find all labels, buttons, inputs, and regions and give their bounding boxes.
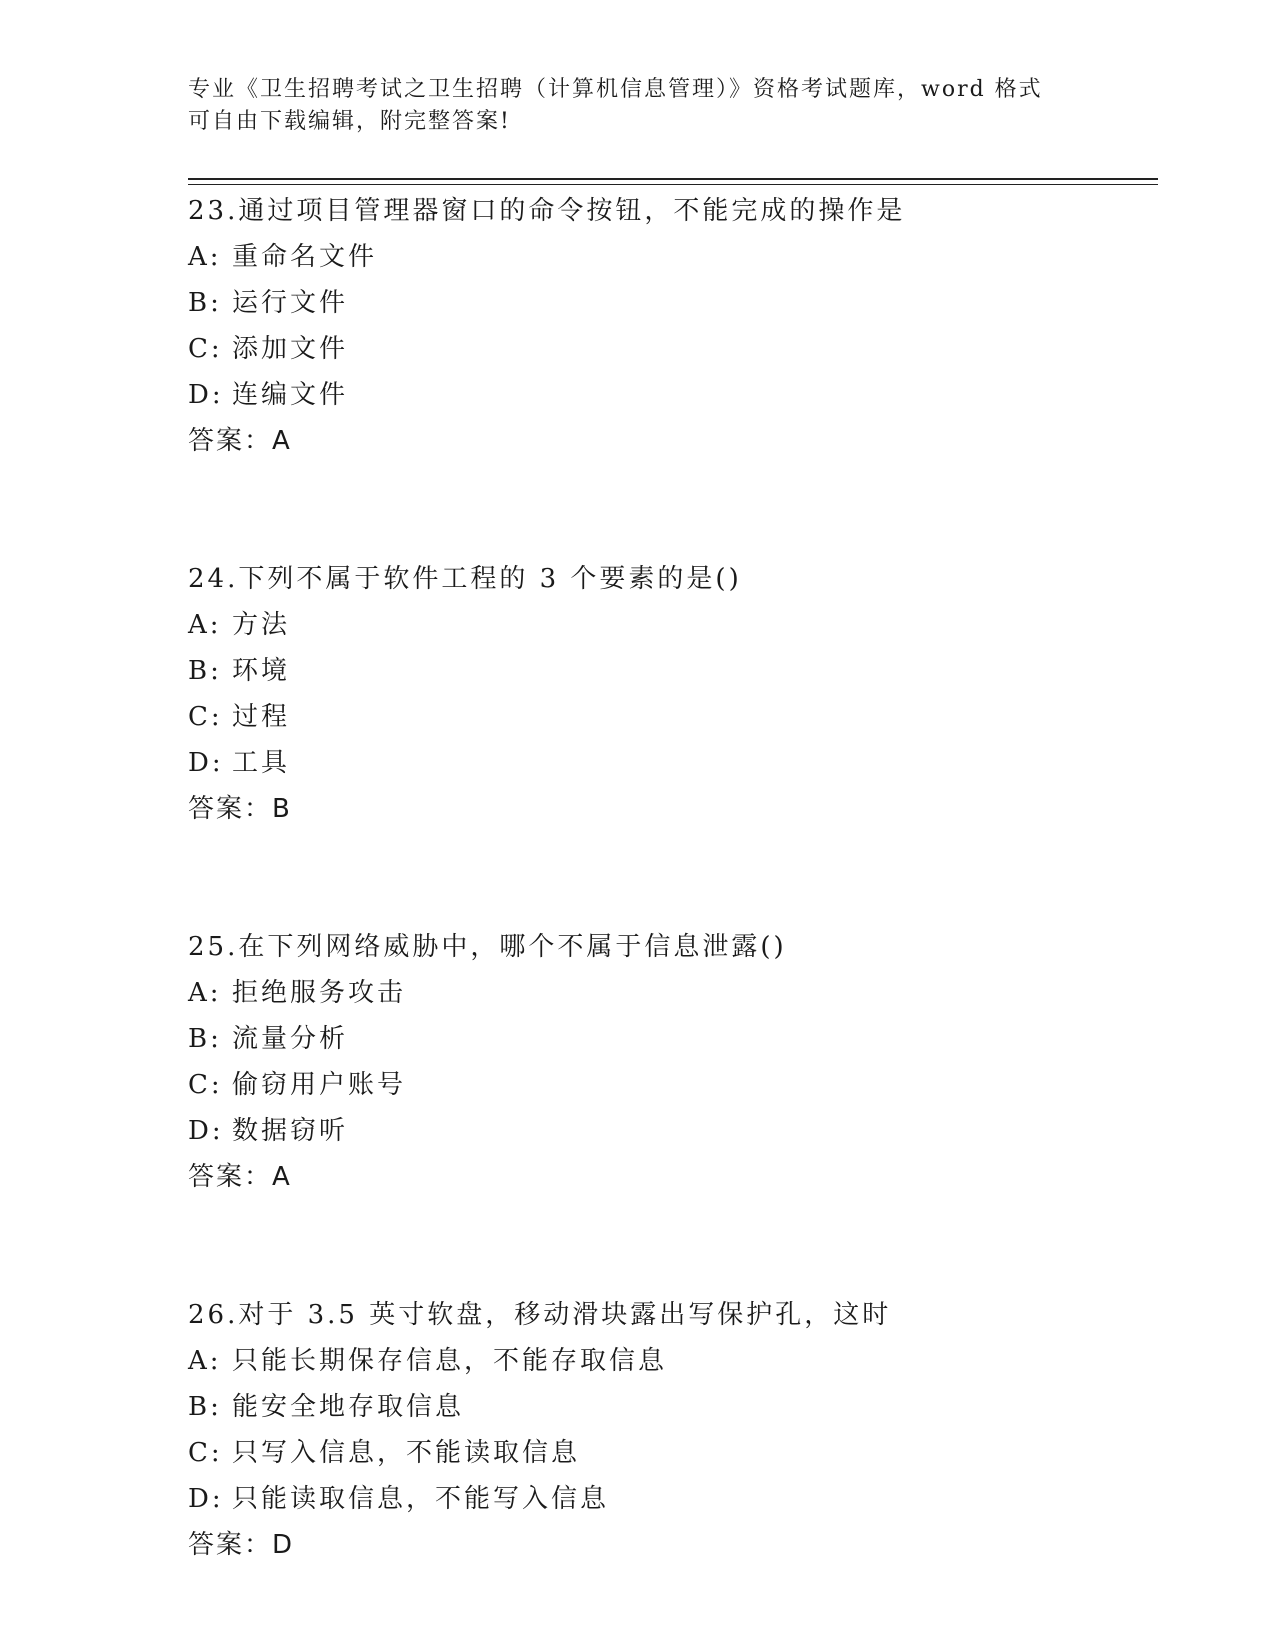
option-letter: D: xyxy=(188,1484,224,1514)
answer-line: 答案：A xyxy=(188,1162,292,1192)
header-line-1: 专业《卫生招聘考试之卫生招聘（计算机信息管理）》资格考试题库，word 格式 xyxy=(188,77,1043,102)
option-a xyxy=(188,602,1158,648)
option-text: 环境 xyxy=(232,656,291,686)
document-header xyxy=(188,74,1088,138)
option-text: 能安全地存取信息 xyxy=(232,1392,465,1422)
option-letter: A: xyxy=(188,1346,222,1376)
option-text: 连编文件 xyxy=(232,380,349,410)
option-letter: D: xyxy=(188,380,224,410)
answer-line: 答案：B xyxy=(188,794,292,824)
option-letter: B: xyxy=(188,1024,222,1054)
divider-rule-top xyxy=(188,178,1158,180)
option-text: 数据窃听 xyxy=(232,1116,349,1146)
question-gap xyxy=(188,1200,1158,1292)
option-d xyxy=(188,740,1158,786)
header-line-2: 可自由下载编辑，附完整答案! xyxy=(188,109,511,134)
question-23 xyxy=(188,188,1158,464)
question-gap xyxy=(188,464,1158,556)
option-d xyxy=(188,1108,1158,1154)
answer-line: 答案：A xyxy=(188,426,292,456)
question-text: 23.通过项目管理器窗口的命令按钮，不能完成的操作是 xyxy=(188,196,906,226)
question-list xyxy=(188,188,1158,1568)
option-a xyxy=(188,970,1158,1016)
option-letter: B: xyxy=(188,288,222,318)
option-text: 偷窃用户账号 xyxy=(232,1070,407,1100)
option-letter: B: xyxy=(188,1392,222,1422)
question-text: 25.在下列网络威胁中，哪个不属于信息泄露() xyxy=(188,932,787,962)
option-text: 只写入信息，不能读取信息 xyxy=(232,1438,581,1468)
option-letter: D: xyxy=(188,1116,224,1146)
option-letter: A: xyxy=(188,242,222,272)
option-text: 拒绝服务攻击 xyxy=(232,978,407,1008)
option-c xyxy=(188,694,1158,740)
question-25 xyxy=(188,924,1158,1200)
option-text: 运行文件 xyxy=(232,288,349,318)
option-d xyxy=(188,1476,1158,1522)
option-a xyxy=(188,1338,1158,1384)
option-letter: C: xyxy=(188,702,223,732)
option-text: 只能读取信息，不能写入信息 xyxy=(232,1484,610,1514)
option-letter: D: xyxy=(188,748,224,778)
option-letter: A: xyxy=(188,610,222,640)
option-b xyxy=(188,280,1158,326)
question-26 xyxy=(188,1292,1158,1568)
divider-rule-bottom xyxy=(188,184,1158,185)
option-letter: C: xyxy=(188,1438,223,1468)
option-text: 过程 xyxy=(232,702,291,732)
option-letter: A: xyxy=(188,978,222,1008)
option-text: 流量分析 xyxy=(232,1024,349,1054)
option-c xyxy=(188,1430,1158,1476)
option-d xyxy=(188,372,1158,418)
question-text: 24.下列不属于软件工程的 3 个要素的是() xyxy=(188,564,742,594)
option-b xyxy=(188,648,1158,694)
question-gap xyxy=(188,832,1158,924)
question-24 xyxy=(188,556,1158,832)
option-text: 工具 xyxy=(232,748,291,778)
option-c xyxy=(188,1062,1158,1108)
option-text: 重命名文件 xyxy=(232,242,378,272)
option-letter: C: xyxy=(188,334,223,364)
question-text: 26.对于 3.5 英寸软盘，移动滑块露出写保护孔，这时 xyxy=(188,1300,892,1330)
option-letter: C: xyxy=(188,1070,223,1100)
option-c xyxy=(188,326,1158,372)
option-text: 只能长期保存信息，不能存取信息 xyxy=(232,1346,668,1376)
answer-line: 答案：D xyxy=(188,1530,295,1560)
option-b xyxy=(188,1384,1158,1430)
option-text: 添加文件 xyxy=(232,334,349,364)
option-text: 方法 xyxy=(232,610,291,640)
option-letter: B: xyxy=(188,656,222,686)
option-a xyxy=(188,234,1158,280)
option-b xyxy=(188,1016,1158,1062)
